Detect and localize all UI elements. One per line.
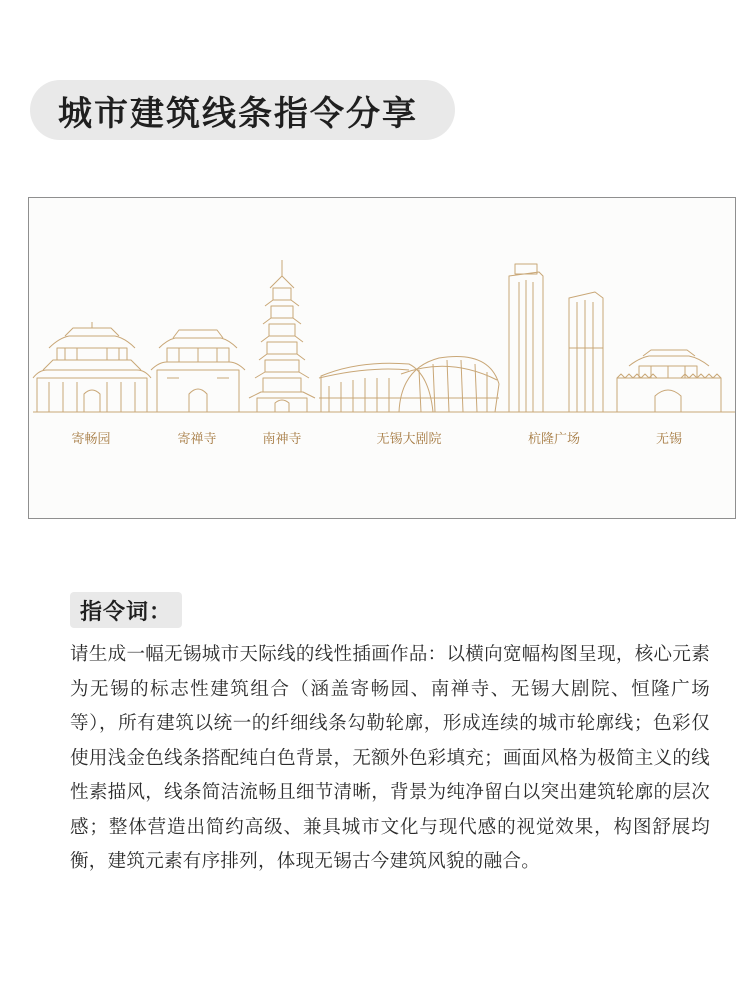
building-label: 无锡大剧院 [376,432,442,447]
building-label: 杭隆广场 [527,432,581,447]
page-title: 城市建筑线条指令分享 [58,93,418,134]
henglong-plaza-towers [509,264,603,412]
prompt-heading-tag [70,592,182,628]
building-label: 寄禅寺 [177,432,217,447]
title-banner [30,80,455,140]
wuxi-city-gate [617,350,721,412]
wuxi-grand-theatre [319,356,499,412]
jichan-temple-building [151,330,245,412]
prompt-heading: 指令词： [80,599,173,625]
building-label: 南神寺 [262,432,302,447]
jichang-garden-building [33,322,151,412]
building-label: 无锡 [655,432,683,447]
nanchan-pagoda [249,260,315,412]
prompt-text: 请生成一幅无锡城市天际线的线性插画作品：以横向宽幅构图呈现，核心元素为无锡的标志性建筑组合（涵盖寄畅园、南禅寺、无锡大剧院、恒隆广场等），所有建筑以统一的纤细线条勾勒轮廓，形成连续的城市轮廓线；色彩仅使用浅金色线条搭配纯白色背景，无额外色彩填充；画面风格为极简主义的线性素描风，线条简洁流畅且细节清晰，背景为纯净留白以突出建筑轮廓的层次感；整体营造出简约高级、兼具城市文化与现代感的视觉效果，构图舒展均衡，建筑元素有序排列，体现无锡古今建筑风貌的融合。 [70,644,710,872]
skyline-illustration [28,197,736,519]
skyline-drawing [29,198,735,518]
building-label: 寄畅园 [71,432,111,447]
